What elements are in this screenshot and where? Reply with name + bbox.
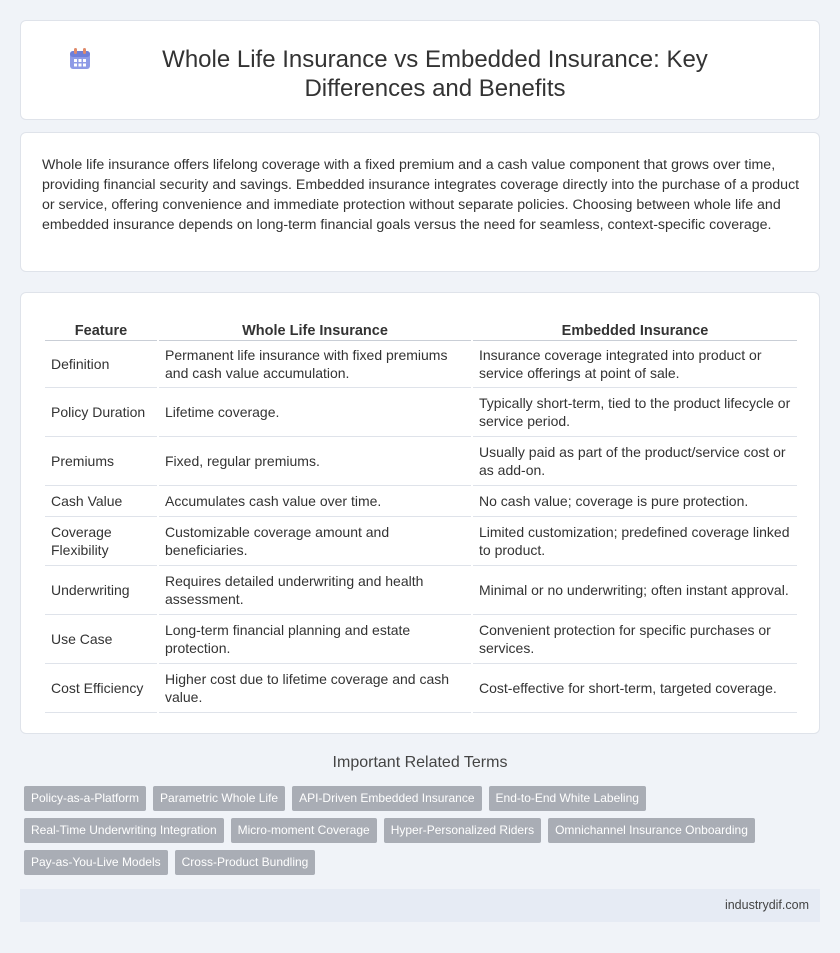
related-term-tag[interactable]: Parametric Whole Life	[153, 786, 285, 811]
embedded-cell: Minimal or no underwriting; often instant approval.	[473, 566, 797, 615]
feature-cell: Coverage Flexibility	[45, 517, 157, 566]
feature-cell: Premiums	[45, 437, 157, 486]
related-term-tag[interactable]: API-Driven Embedded Insurance	[292, 786, 481, 811]
feature-cell: Use Case	[45, 615, 157, 664]
related-term-tag[interactable]: Cross-Product Bundling	[175, 850, 316, 875]
whole-life-cell: Lifetime coverage.	[159, 388, 471, 437]
whole-life-cell: Requires detailed underwriting and health assessment.	[159, 566, 471, 615]
embedded-cell: No cash value; coverage is pure protection.	[473, 486, 797, 517]
feature-cell: Underwriting	[45, 566, 157, 615]
related-term-tag[interactable]: Pay-as-You-Live Models	[24, 850, 168, 875]
embedded-cell: Cost-effective for short-term, targeted coverage.	[473, 664, 797, 713]
related-term-tag[interactable]: Micro-moment Coverage	[231, 818, 377, 843]
header-embedded: Embedded Insurance	[473, 315, 797, 341]
whole-life-cell: Higher cost due to lifetime coverage and cash value.	[159, 664, 471, 713]
table-row	[45, 517, 797, 566]
related-term-tag[interactable]: Hyper-Personalized Riders	[384, 818, 541, 843]
header-feature: Feature	[45, 315, 157, 341]
feature-cell: Policy Duration	[45, 388, 157, 437]
page-title: Whole Life Insurance vs Embedded Insurance: Key Differences and Benefits	[162, 46, 708, 102]
table-row	[45, 486, 797, 517]
table-header-row	[45, 315, 797, 341]
whole-life-cell: Customizable coverage amount and beneficiaries.	[159, 517, 471, 566]
table-row	[45, 437, 797, 486]
feature-cell: Definition	[45, 341, 157, 388]
table-row	[45, 388, 797, 437]
intro-paragraph: Whole life insurance offers lifelong coverage with a fixed premium and a cash value component that grows over time, providing financial security and savings. Embedded insurance integrates coverage directly into the purchase of a product or service, offering convenience and immediate protection without separate policies. Choosing between whole life and embedded insurance depends on long-term financial goals versus the need for seamless, context-specific coverage.	[42, 157, 800, 233]
related-terms-list	[24, 786, 814, 875]
intro-card	[20, 132, 820, 272]
embedded-cell: Usually paid as part of the product/service cost or as add-on.	[473, 437, 797, 486]
comparison-table-card	[20, 292, 820, 734]
whole-life-cell: Fixed, regular premiums.	[159, 437, 471, 486]
embedded-cell: Limited customization; predefined coverage linked to product.	[473, 517, 797, 566]
table-row	[45, 341, 797, 388]
feature-cell: Cash Value	[45, 486, 157, 517]
footer	[20, 889, 820, 922]
whole-life-cell: Accumulates cash value over time.	[159, 486, 471, 517]
whole-life-cell: Long-term financial planning and estate protection.	[159, 615, 471, 664]
header-whole-life: Whole Life Insurance	[159, 315, 471, 341]
feature-cell: Cost Efficiency	[45, 664, 157, 713]
comparison-table	[43, 315, 799, 713]
table-row	[45, 664, 797, 713]
whole-life-cell: Permanent life insurance with fixed premiums and cash value accumulation.	[159, 341, 471, 388]
embedded-cell: Insurance coverage integrated into product or service offerings at point of sale.	[473, 341, 797, 388]
table-row	[45, 615, 797, 664]
embedded-cell: Typically short-term, tied to the product lifecycle or service period.	[473, 388, 797, 437]
related-term-tag[interactable]: Policy-as-a-Platform	[24, 786, 146, 811]
title-card	[20, 20, 820, 120]
related-terms-heading: Important Related Terms	[332, 754, 508, 771]
embedded-cell: Convenient protection for specific purchases or services.	[473, 615, 797, 664]
related-term-tag[interactable]: Real-Time Underwriting Integration	[24, 818, 224, 843]
table-row	[45, 566, 797, 615]
footer-site-link[interactable]: industrydif.com	[724, 898, 809, 912]
related-term-tag[interactable]: End-to-End White Labeling	[489, 786, 646, 811]
related-term-tag[interactable]: Omnichannel Insurance Onboarding	[548, 818, 755, 843]
